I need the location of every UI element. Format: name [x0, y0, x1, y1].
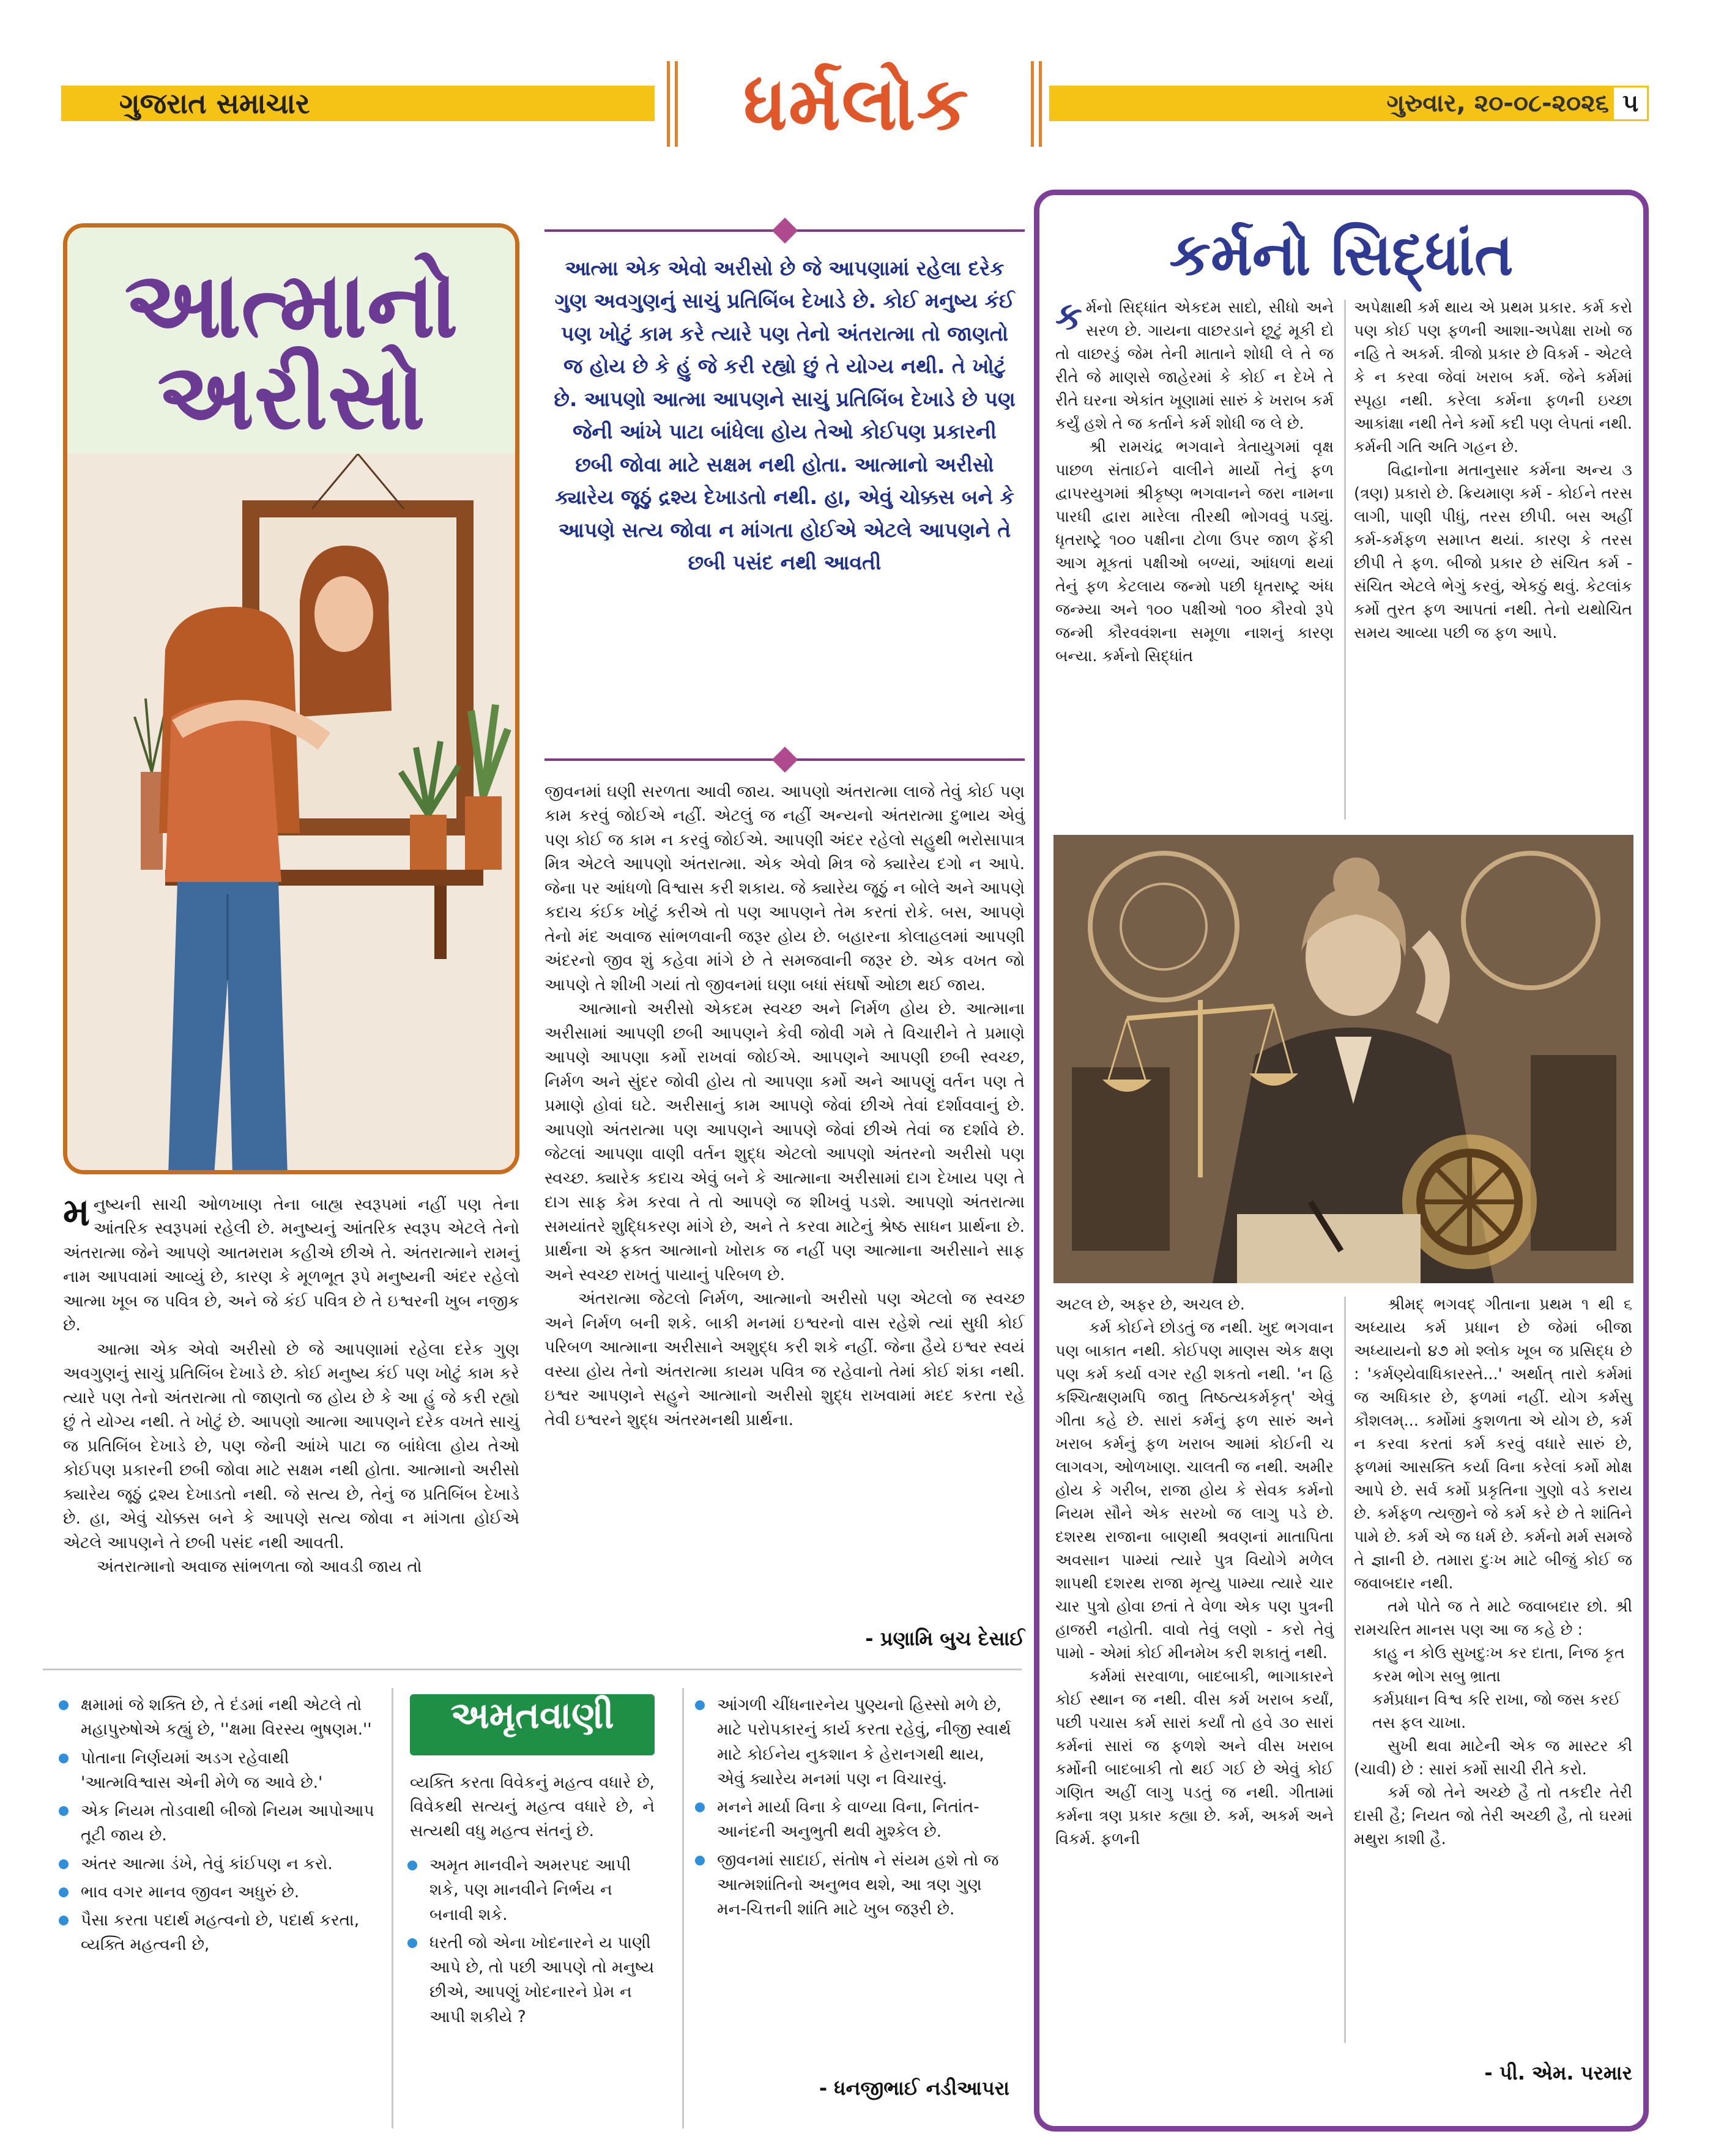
karma-scales-illustration	[1053, 835, 1633, 1283]
paragraph: વ્યક્તિ કરતા વિવેકનું મહત્વ વધારે છે, વિવેકથી સત્યનું મહત્વ વધારે છે, ને સત્યથી વધુ મહત્વ સંતનું છે.	[410, 1773, 655, 1840]
dropcap: ક	[1055, 294, 1082, 338]
list-item: ભાવ વગર માનવ જીવન અધુરું છે.	[55, 1880, 379, 1905]
paragraph: અટલ છે, અફર છે, અચલ છે.	[1055, 1295, 1245, 1314]
issue-date: ગુરુવાર, ૨૦-૦૮-૨૦૨૬	[1386, 89, 1609, 117]
paragraph: આત્મા એક એવો અરીસો છે જે આપણામાં રહેલા દરેક ગુણ અવગુણનું સાચું પ્રતિબિંબ દેખાડે છે. કોઈ મનુષ્ય કંઈ પણ ખોટું કામ કરે ત્યારે પણ તેનો અંતરાત્મા તો જાણતો જ હોય છે કે આ હું જે કરી રહ્યો છું તે યોગ્ય નથી. તે ખોટું છે. આપણો આત્મા આપણને દરેક વખતે સાચું જ પ્રતિબિંબ દેખાડે છે, પણ જેની આંખે પાટા જ બાંધેલા હોય તેઓ કોઈપણ પ્રકારની છબી જોવા માટે સક્ષમ નથી હોતા. આત્માનો અરીસો ક્યારેય જૂઠું દ્રશ્ય દેખાડતો નથી. જે સત્ય છે, તેનું જ પ્રતિબિંબ દેખાડે છે. હા, એવું ચોક્કસ બને કે આપણે સત્ય જોવા ન માંગતા હોઈએ એટલે આપણને તે છબી પસંદ નથી આવતી.	[63, 1339, 519, 1552]
amritvani-list	[404, 1853, 655, 2033]
left-article-text	[63, 1190, 519, 1579]
paragraph: વિદ્વાનોના મતાનુસાર કર્મના અન્ય ૩ (ત્રણ) પ્રકારો છે. ક્રિયમાણ કર્મ - કોઈને તરસ લાગી, પાણી પીધું, તરસ છીપી. બસ અહીં કર્મ-કર્મફળ સમાપ્ત થયાં. કારણ કે તરસ છીપી તે ફળ. બીજો પ્રકાર છે સંચિત કર્મ - સંચિત એટલે ભેગું કરવું, એકઠું થવું. કેટલાંક કર્મો તુરત ફળ આપતાં નથી. તેનો યથોચિત સમય આવ્યા પછી જ ફળ આપે.	[1354, 461, 1632, 642]
article-title: કર્મનો સિદ્ધાંત	[1169, 220, 1514, 289]
amritvani-badge	[410, 1694, 655, 1755]
list-item: અંતર આત્મા ડંખે, તેવું કાંઈપણ ન કરો.	[55, 1852, 379, 1876]
list-item: જીવનમાં સાદાઈ, સંતોષ ને સંયમ હશે તો જ આત્મશાંતિનો અનુભવ થશે, આ ત્રણ ગુણ મન-ચિત્તની શાંતિ માટે ખુબ જરૂરી છે.	[691, 1848, 1016, 1922]
list-item: અમૃત માનવીને અમરપદ આપી શકે, પણ માનવીને નિર્ભય ન બનાવી શકે.	[404, 1853, 655, 1927]
section-masthead: ધર્મલોક	[743, 61, 970, 147]
list-item: પૈસા કરતા પદાર્થ મહત્વનો છે, પદાર્થ કરતા, વ્યક્તિ મહત્વની છે,	[55, 1908, 379, 1958]
quotes-list-left	[55, 1693, 379, 1962]
article-title-line1: આત્માનો	[124, 252, 458, 358]
paragraph: તમે પોતે જ તે માટે જવાબદાર છો. શ્રી રામચરિત માનસ પણ આ જ કહે છે :	[1354, 1597, 1632, 1639]
list-item: મનને માર્યા વિના કે વાળ્યા વિના, નિતાંત-આનંદની અનુભુતી થવી મુશ્કેલ છે.	[691, 1795, 1016, 1845]
quote-diamond-top	[772, 218, 798, 243]
list-item: એક નિયમ તોડવાથી બીજો નિયમ આપોઆપ તૂટી જાય છે.	[55, 1799, 379, 1848]
article-atmano-ariso-box	[63, 223, 519, 1174]
byline-dhanjibhai: - ધનજીભાઈ નડીઆપરા	[819, 2076, 1009, 2100]
newspaper-name: ગુજરાત સમાચાર	[119, 87, 310, 120]
byline-parmar: - પી. એમ. પરમાર	[1484, 2061, 1632, 2084]
header-ornament-left	[667, 61, 678, 147]
verse: કર્મપ્રધાન વિશ્વ કરિ રાખા, જો જસ કરઈ તસ ફલ ચાખા.	[1372, 1690, 1621, 1732]
paragraph: અંતરાત્મા જેટલો નિર્મળ, આત્માનો અરીસો પણ એટલો જ સ્વચ્છ અને નિર્મળ બની શકે. બાકી મનમાં ઇશ્વરનો વાસ રહેશે ત્યાં સુધી કોઈ પરિબળ આત્માના અરીસાને અશુદ્ધ કરી શકે નહીં. જેના હૈયે ઇશ્વર સ્વયં વસ્યા હોય તેનો અંતરાત્મા કાયમ પવિત્ર જ રહેવાનો તેમાં કોઈ શંકા નથી. ઇશ્વર આપણને સહુને આત્માનો અરીસો શુદ્ધ રાખવામાં મદદ કરતા રહે તેવી ઇશ્વરને શુદ્ધ અંતરમનથી પ્રાર્થના.	[544, 1289, 1025, 1429]
column-divider	[1344, 1297, 1346, 2043]
list-item: ધરતી જો એના ખોદનારને ય પાણી આપે છે, તો પછી આપણે તો મનુષ્ય છીએ, આપણું ખોદનારને પ્રેમ ન આપી શકીયે ?	[404, 1931, 655, 2029]
paragraph: કર્મ જો તેને અચ્છે હૈ તો તકદીર તેરી દાસી હૈ; નિયત જો તેરી અચ્છી હૈ, તો ઘરમાં મથુરા કાશી હૈ.	[1354, 1783, 1632, 1848]
amritvani-title: અમૃતવાણી	[450, 1694, 614, 1737]
right-article-col1	[1055, 294, 1334, 669]
list-item: આંગળી ચીંધનારનેય પુણ્યનો હિસ્સો મળે છે, માટે પરોપકારનું કાર્ય કરતા રહેવું, નીજી સ્વાર્થ માટે કોઈનેય નુકશાન કે હેરાનગથી થાય, એવું ક્યારેય મનમાં પણ ન વિચારવું.	[691, 1693, 1016, 1791]
mirror-hug-illustration	[67, 454, 515, 1174]
paragraph: અપેક્ષાથી કર્મ થાય એ પ્રથમ પ્રકાર. કર્મ કરો પણ કોઈ પણ ફળની આશા-અપેક્ષા રાખો જ નહિ તે અકર્મ. ત્રીજો પ્રકાર છે વિકર્મ - એટલે કે ન કરવા જેવાં ખરાબ કર્મ. જેને કર્મમાં સ્પૃહા નથી. કરેલા કર્મના ફળની ઇચ્છા આકાંક્ષા નથી તેને કર્મો કદી પણ લેપતાં નથી. કર્મની ગતિ અતિ ગહન છે.	[1354, 298, 1632, 456]
header-ornament-right	[1031, 61, 1042, 147]
right-article-col2	[1354, 297, 1632, 645]
paragraph: કર્મમાં સરવાળા, બાદબાકી, ભાગાકારને કોઈ સ્થાન જ નથી. વીસ કર્મ ખરાબ કર્યાં, પછી પચાસ કર્મ સારાં કર્યાં તો હવે ૩૦ સારાં કર્મનાં સારાં જ ફળશે અને વીસ ખરાબ કર્મોની બાદબાકી તો થઈ ગઈ છે એવું કોઈ ગણિત અહીં લાગુ પડતું જ નથી. ગીતામાં કર્મના ત્રણ પ્રકાર કહ્યા છે. કર્મ, અકર્મ અને વિકર્મ. ફળની	[1055, 1667, 1334, 1848]
quote-diamond-bottom	[772, 747, 798, 772]
page-number: ૫	[1612, 86, 1649, 121]
dropcap: મ	[63, 1190, 90, 1234]
byline-pranami: - પ્રણામિ બુચ દેસાઈ	[865, 1627, 1025, 1650]
article-title-line2: અરીસો	[157, 344, 425, 450]
verse: કાહુ ન કોઉ સુખદુઃખ કર દાતા, નિજ કૃત કરમ ભોગ સબુ ભ્રાતા	[1372, 1643, 1625, 1686]
paragraph: શ્રી રામચંદ્ર ભગવાને ત્રેતાયુગમાં વૃક્ષ પાછળ સંતાઈને વાલીને માર્યો તેનું ફળ દ્વાપરયુગમાં શ્રીકૃષ્ણ ભગવાનને જરા નામના પારધી દ્વારા મારેલા તીરથી ભોગવવું પડ્યું. ધૃતરાષ્ટ્રે ૧૦૦ પક્ષીના ટોળા ઉપર જાળ ફેંકી આગ મૂકતાં પક્ષીઓ બળ્યાં, આંધળાં થયાં તેનું ફળ કેટલાય જન્મો પછી ધૃતરાષ્ટ્ર અંધ જન્મ્યા અને ૧૦૦ પક્ષીઓ ૧૦૦ કૌરવો રૂપે જન્મી કૌરવવંશના સમૂળા નાશનું કારણ બન્યા. કર્મનો સિદ્ધાંત	[1055, 437, 1334, 665]
column-divider	[392, 1688, 393, 2128]
list-item: ક્ષમામાં જે શક્તિ છે, તે દંડમાં નથી એટલે તો મહાપુરુષોએ કહ્યું છે, ''ક્ષમા વિરસ્ય ભુષણમ.''	[55, 1693, 379, 1743]
quotes-list-right	[691, 1693, 1016, 1925]
middle-article-text	[544, 780, 1025, 1432]
paragraph: કર્મ કોઈને છોડતું જ નથી. ખુદ ભગવાન પણ બાકાત નથી. કોઈપણ માણસ એક ક્ષણ પણ કર્મ કર્યા વગર રહી શકતો નથી. 'ન હિ કશ્ચિત્ક્ષણમપિ જાતુ તિષ્ઠત્યકર્મકૃત્' એવું ગીતા કહે છે. સારાં કર્મનું ફળ સારું અને ખરાબ કર્મનું ફળ ખરાબ આમાં કોઈની ચ લાગવગ, ઓળખાણ. ચાલતી જ નથી. અમીર હોય કે ગરીબ, રાજા હોય કે સેવક કર્મનો નિયમ સૌને એક સરખો જ લાગુ પડે છે. દશરથ રાજાના બાણથી શ્રવણનાં માતાપિતા અવસાન પામ્યાં ત્યારે પુત્ર વિયોગે મળેલ શાપથી દશરથ રાજા મૃત્યુ પામ્યા ત્યારે ચાર ચાર પુત્રો હોવા છતાં તે વેળા એક પણ પુત્રની હાજરી નહોતી. વાવો તેવું લણો - કરો તેવું પામો - એમાં કોઈ મીનમેખ કરી શકાતું નથી.	[1055, 1318, 1334, 1662]
amritvani-intro	[410, 1771, 655, 1843]
paragraph: જીવનમાં ઘણી સરળતા આવી જાય. આપણો અંતરાત્મા લાજે તેવું કોઈ પણ કામ કરવું જોઈએ નહીં. એટલું જ નહીં અન્યનો અંતરાત્મા દુભાય એવું પણ કોઈ જ કામ ન કરવું જોઈએ. આપણી અંદર રહેલો સહુથી ભરોસાપાત્ર મિત્ર એટલે આપણો અંતરાત્મા. એક એવો મિત્ર જે ક્યારેય દગો ન આપે. જેના પર આંધળો વિશ્વાસ કરી શકાય. જે ક્યારેય જૂઠું ન બોલે અને આપણે કદાચ કંઈક ખોટું કરીએ તો પણ આપણને તેમ કરતાં રોકે. બસ, આપણે તેનો મંદ અવાજ સાંભળવાની જરૂર હોય છે. બહારના કોલાહલમાં આપણી અંદરનો જીવ શું કહેવા માંગે છે તે સમજવાની જરૂર છે. એક વખત જો આપણે તે શીખી ગયાં તો જીવનમાં ઘણા બધાં સંઘર્ષો ઓછા થઈ જાય.	[544, 782, 1025, 995]
paragraph: સુખી થવા માટેની એક જ માસ્ટર કી (ચાવી) છે : સારાં કર્મો સાચી રીતે કરો.	[1354, 1736, 1632, 1779]
paragraph: ર્મનો સિદ્ધાંત એકદમ સાદો, સીધો અને સરળ છે. ગાયના વાછરડાને છૂટું મૂકી દો તો વાછરડું જેમ તેની માતાને શોધી લે તે જ રીતે જે માણસે જાહેરમાં કે કોઈ ન દેખે તે રીતે ઘરના એકાંત ખૂણામાં સારું કે ખરાબ કર્મ કર્યું હશે તે જ કર્તાને કર્મ શોધી જ લે છે.	[1055, 298, 1334, 433]
right-article-col3	[1055, 1294, 1334, 1851]
right-article-col4	[1354, 1294, 1632, 1851]
section-divider	[43, 1669, 1022, 1670]
column-divider	[1344, 300, 1346, 820]
paragraph: શ્રીમદ્ ભગવદ્ ગીતાના પ્રથમ ૧ થી ૬ અધ્યાય કર્મ પ્રધાન છે જેમાં બીજા અધ્યાયનો ૪૭ મો શ્લોક ખૂબ જ પ્રસિદ્ધ છે : 'કર્મણ્યેવાધિકારસ્તે...' અર્થાત્ તારો કર્મમાં જ અધિકાર છે, ફળમાં નહીં. યોગ કર્મસુ કૌશલમ્... કર્મોમાં કુશળતા એ યોગ છે, કર્મ ન કરવા કરતાં કર્મ કરવું વધારે સારું છે, ફળમાં આસક્તિ કર્યા વિના કરેલાં કર્મો મોક્ષ આપે છે. સર્વ કર્મો પ્રકૃતિના ગુણો વડે કરાય છે. કર્મફળ ત્યજીને જે કર્મ કરે છે તે શાંતિને પામે છે. કર્મ એ જ ધર્મ છે. કર્મનો મર્મ સમજે તે જ્ઞાની છે. તમારા દુઃખ માટે બીજું કોઈ જ જવાબદાર નથી.	[1354, 1295, 1632, 1593]
list-item: પોતાના નિર્ણયમાં અડગ રહેવાથી 'આત્મવિશ્વાસ એની મેળે જ આવે છે.'	[55, 1746, 379, 1796]
paragraph: નુષ્યની સાચી ઓળખાણ તેના બાહ્ય સ્વરૂપમાં નહીં પણ તેના આંતરિક સ્વરૂપમાં રહેલી છે. મનુષ્યનું આંતરિક સ્વરૂપ એટલે તેનો અંતરાત્મા જેને આપણે આતમરામ કહીએ છીએ તે. અંતરાત્માને રામનું નામ આપવામાં આવ્યું છે, કારણ કે મૂળભૂત રૂપે મનુષ્યની અંદર રહેલો આત્મા ખૂબ જ પવિત્ર છે, અને જે કંઈ પવિત્ર છે તે ઇશ્વરની ખુબ નજીક છે.	[63, 1195, 519, 1335]
paragraph: અંતરાત્માનો અવાજ સાંભળતા જો આવડી જાય તો	[97, 1557, 422, 1577]
paragraph: આત્માનો અરીસો એકદમ સ્વચ્છ અને નિર્મળ હોય છે. આત્માના અરીસામાં આપણી છબી આપણને કેવી જોવી ગમે તે વિચારીને તે પ્રમાણે આપણે આપણા કર્મો રાખવાં જોઈએ. આપણને આપણી છબી સ્વચ્છ, નિર્મળ અને સુંદર જોવી હોય તો આપણા કર્મો અને આપણું વર્તન પણ તે પ્રમાણે હોવાં ઘટે. અરીસાનું કામ આપણે જેવાં છીએ તેવાં દર્શાવવાનું છે. આપણો અંતરાત્મા પણ આપણને આપણે જેવાં છીએ તેવાં જ દર્શાવે છે. જેટલાં આપણા વાણી વર્તન શુદ્ધ એટલો આપણો અંતરનો અરીસો પણ સ્વચ્છ. ક્યારેક કદાચ એવું બને કે આત્માના અરીસામાં દાગ દેખાય પણ તે દાગ સાફ કેમ કરવા તે તો આપણે જ શીખવું પડશે. આપણો અંતરાત્મા સમયાંતરે શુદ્ધિકરણ માંગે છે, અને તે કરવા માટેનું શ્રેષ્ઠ સાધન પ્રાર્થના છે. પ્રાર્થના એ ફક્ત આત્માનો ખોરાક જ નહીં પણ આત્માના અરીસાને સાફ અને સ્વચ્છ રાખતું પાયાનું પરિબળ છે.	[544, 999, 1025, 1284]
column-divider	[682, 1688, 684, 2128]
pull-quote: આત્મા એક એવો અરીસો છે જે આપણામાં રહેલા દરેક ગુણ અવગુણનું સાચું પ્રતિબિંબ દેખાડે છે. કોઈ મનુષ્ય કંઈ પણ ખોટું કામ કરે ત્યારે પણ તેનો અંતરાત્મા તો જાણતો જ હોય છે કે હું જે કરી રહ્યો છું તે યોગ્ય નથી. તે ખોટું છે. આપણો આત્મા આપણને સાચું પ્રતિબિંબ દેખાડે છે પણ જેની આંખે પાટા બાંધેલા હોય તેઓ કોઈપણ પ્રકારની છબી જોવા માટે સક્ષમ નથી હોતા. આત્માનો અરીસો ક્યારેય જૂઠું દ્રશ્ય દેખાડતો નથી. હા, એવું ચોક્કસ બને કે આપણે સત્ય જોવા ન માંગતા હોઈએ એટલે આપણને તે છબી પસંદ નથી આવતી	[554, 256, 1016, 575]
